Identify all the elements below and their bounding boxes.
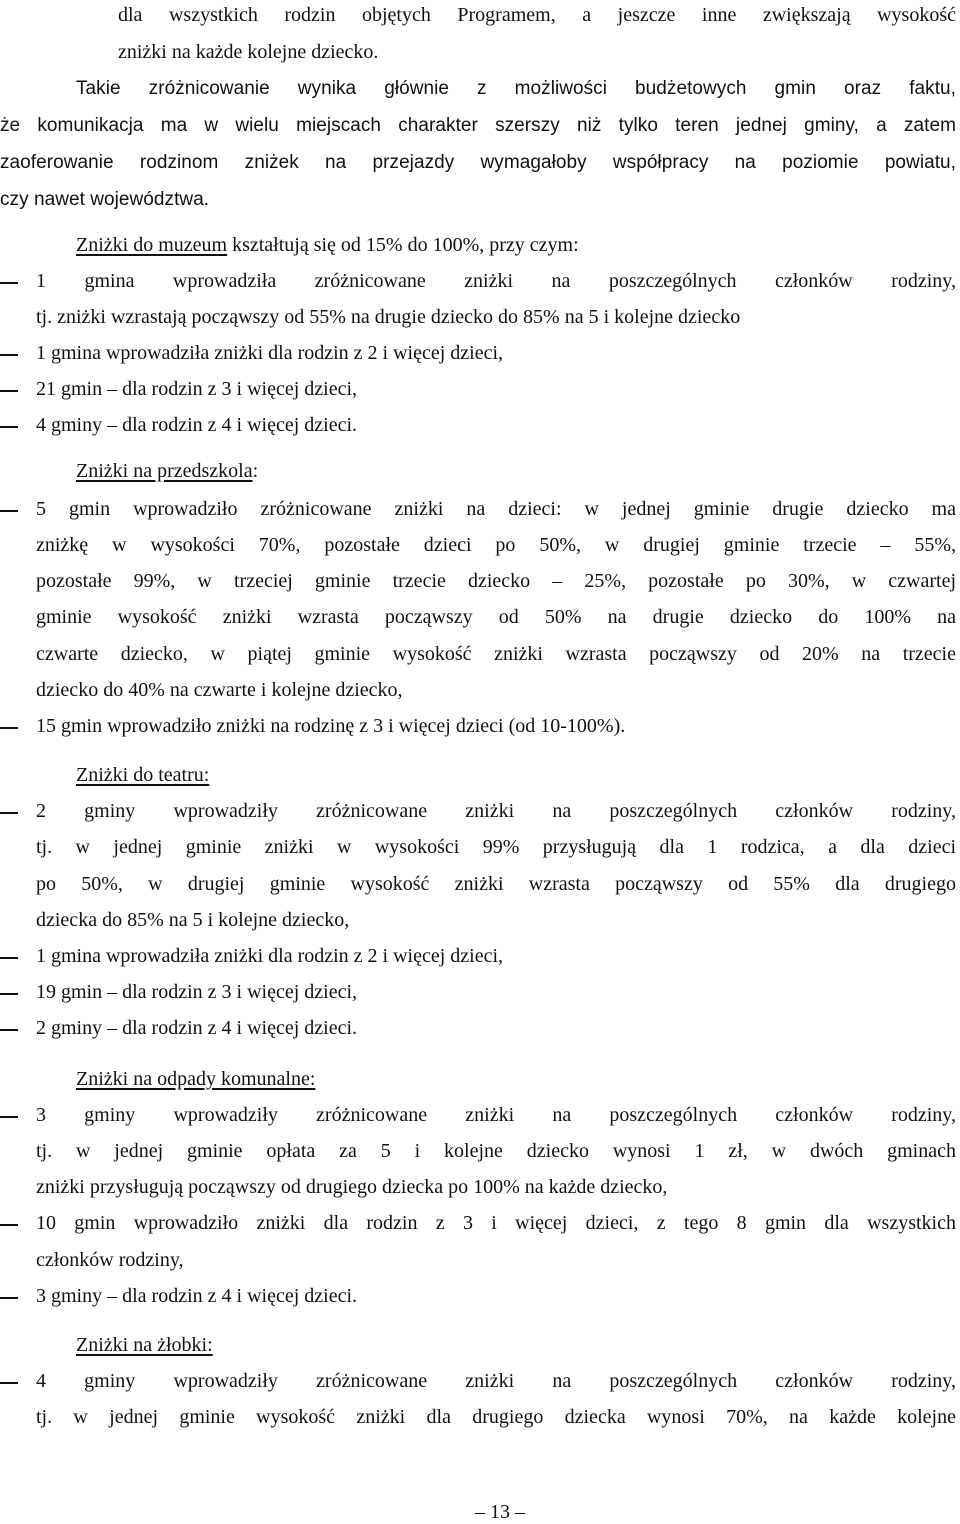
bullet-dash — [0, 510, 18, 512]
list-item-line: dziecko do 40% na czwarte i kolejne dziecko, — [36, 679, 403, 701]
section-heading: Zniżki do muzeum — [76, 234, 228, 256]
list-item-line: 1 gmina wprowadziła zniżki dla rodzin z 2 i więcej dzieci, — [36, 342, 504, 364]
bullet-dash — [0, 1116, 18, 1118]
list-item-line: 2 gminy – dla rodzin z 4 i więcej dzieci. — [36, 1017, 358, 1039]
section-heading-line — [76, 1067, 315, 1091]
list-item-line: 3 gminy – dla rodzin z 4 i więcej dzieci. — [36, 1285, 358, 1307]
section-heading-line — [76, 459, 258, 483]
list-item-line: pozostałe 99%, w trzeciej gminie trzecie dziecko – 25%, pozostałe po 30%, w czwartej — [36, 570, 956, 592]
bullet-dash — [0, 390, 18, 392]
page-number: – 13 – — [475, 1501, 525, 1523]
intro-line: czy nawet województwa. — [0, 189, 210, 210]
section-heading: Zniżki na przedszkola — [76, 460, 253, 482]
bullet-dash — [0, 957, 18, 959]
list-item-line: 1 gmina wprowadziła zróżnicowane zniżki na poszczególnych członków rodziny, — [36, 270, 956, 292]
intro-line: że komunikacja ma w wielu miejscach charakter szerszy niż tylko teren jednej gminy, a zatem — [0, 115, 956, 136]
section-heading-rest: : — [252, 460, 259, 482]
list-item-line: 21 gmin – dla rodzin z 3 i więcej dzieci, — [36, 378, 358, 400]
bullet-dash — [0, 426, 18, 428]
list-item-line: 2 gminy wprowadziły zróżnicowane zniżki na poszczególnych członków rodziny, — [36, 800, 956, 822]
bullet-dash — [0, 282, 18, 284]
bullet-dash — [0, 1029, 18, 1031]
list-item-line: członków rodziny, — [36, 1249, 184, 1271]
section-heading: Zniżki na żłobki: — [76, 1334, 213, 1356]
list-item-line: tj. zniżki wzrastają począwszy od 55% na drugie dziecko do 85% na 5 i kolejne dziecko — [36, 306, 741, 328]
section-heading-line — [76, 233, 579, 257]
bullet-dash — [0, 354, 18, 356]
list-item-line: zniżkę w wysokości 70%, pozostałe dzieci po 50%, w drugiej gminie trzecie – 55%, — [36, 534, 956, 556]
list-item-line: 10 gmin wprowadziło zniżki dla rodzin z 3 i więcej dzieci, z tego 8 gmin dla wszystkich — [36, 1212, 956, 1234]
list-item-line: tj. w jednej gminie zniżki w wysokości 99% przysługują dla 1 rodzica, a dla dzieci — [36, 836, 956, 858]
bullet-dash — [0, 1297, 18, 1299]
list-item-line: 15 gmin wprowadziło zniżki na rodzinę z 3 i więcej dzieci (od 10-100%). — [36, 715, 626, 737]
intro-line: dla wszystkich rodzin objętych Programem, a jeszcze inne zwiększają wysokość — [118, 4, 956, 26]
list-item-line: gminie wysokość zniżki wzrasta począwszy od 50% na drugie dziecko do 100% na — [36, 606, 956, 628]
list-item-line: zniżki przysługują począwszy od drugiego dziecka po 100% na każde dziecko, — [36, 1176, 668, 1198]
list-item-line: 1 gmina wprowadziła zniżki dla rodzin z 2 i więcej dzieci, — [36, 945, 504, 967]
section-heading: Zniżki do teatru: — [76, 764, 210, 786]
bullet-dash — [0, 1224, 18, 1226]
intro-line: Takie zróżnicowanie wynika głównie z możliwości budżetowych gmin oraz faktu, — [76, 78, 956, 99]
bullet-dash — [0, 727, 18, 729]
bullet-dash — [0, 993, 18, 995]
list-item-line: po 50%, w drugiej gminie wysokość zniżki wzrasta począwszy od 55% dla drugiego — [36, 873, 956, 895]
list-item-line: tj. w jednej gminie opłata za 5 i kolejne dziecko wynosi 1 zł, w dwóch gminach — [36, 1140, 956, 1162]
bullet-dash — [0, 1382, 18, 1384]
intro-line: zaoferowanie rodzinom zniżek na przejazdy wymagałoby współpracy na poziomie powiatu, — [0, 152, 956, 173]
list-item-line: tj. w jednej gminie wysokość zniżki dla drugiego dziecka wynosi 70%, na każde kolejne — [36, 1406, 956, 1428]
section-heading-line — [76, 1333, 213, 1357]
list-item-line: 19 gmin – dla rodzin z 3 i więcej dzieci, — [36, 981, 358, 1003]
list-item-line: 4 gminy wprowadziły zróżnicowane zniżki na poszczególnych członków rodziny, — [36, 1370, 956, 1392]
list-item-line: 5 gmin wprowadziło zróżnicowane zniżki na dzieci: w jednej gminie drugie dziecko ma — [36, 498, 956, 520]
intro-line: zniżki na każde kolejne dziecko. — [118, 41, 379, 63]
section-heading: Zniżki na odpady komunalne: — [76, 1068, 316, 1090]
list-item-line: czwarte dziecko, w piątej gminie wysokość zniżki wzrasta począwszy od 20% na trzecie — [36, 643, 956, 665]
section-heading-line — [76, 763, 209, 787]
list-item-line: 4 gminy – dla rodzin z 4 i więcej dzieci. — [36, 414, 358, 436]
list-item-line: dziecka do 85% na 5 i kolejne dziecko, — [36, 909, 350, 931]
bullet-dash — [0, 812, 18, 814]
section-heading-rest: kształtują się od 15% do 100%, przy czym: — [227, 234, 579, 256]
list-item-line: 3 gminy wprowadziły zróżnicowane zniżki na poszczególnych członków rodziny, — [36, 1104, 956, 1126]
